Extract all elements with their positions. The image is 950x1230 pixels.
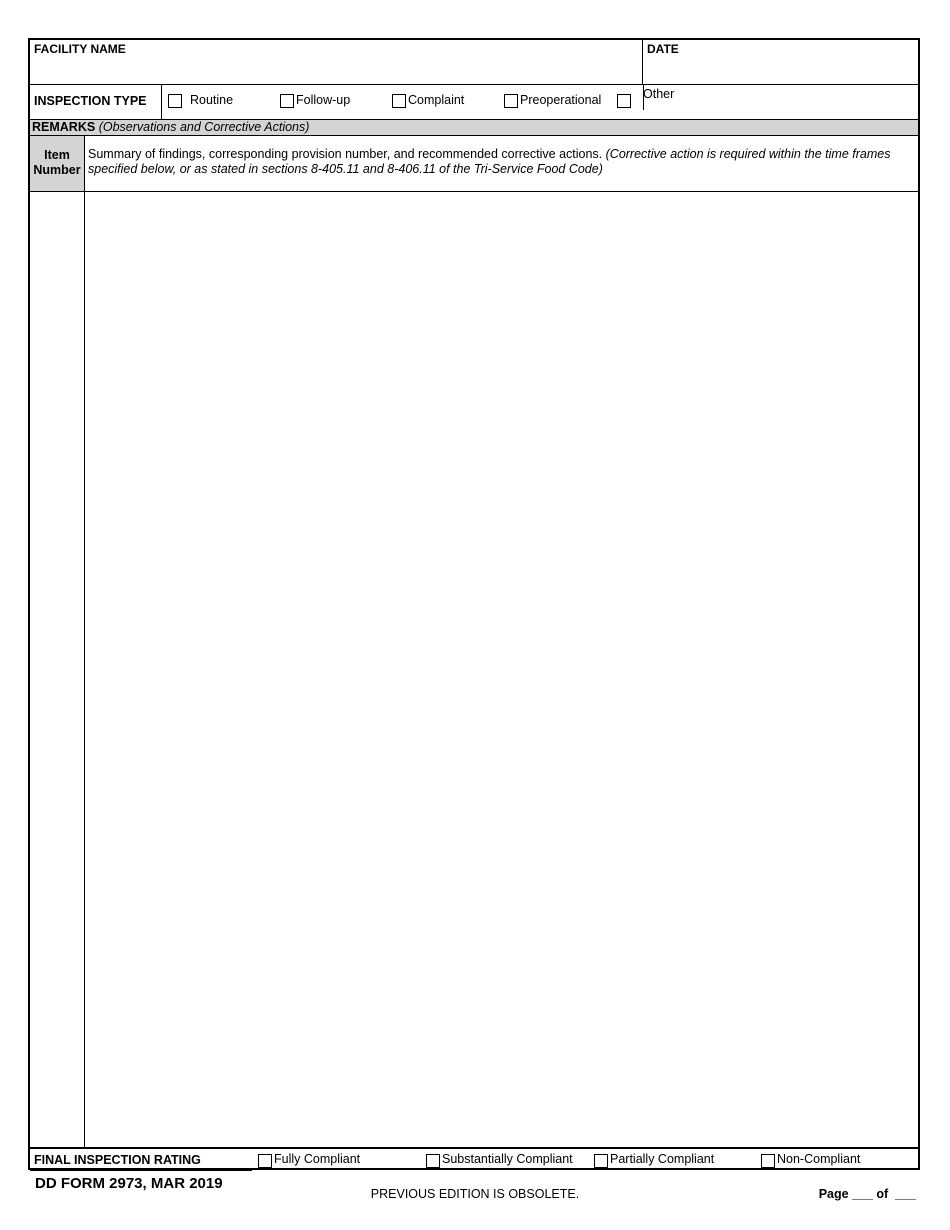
page-number: Page ___ of ___ — [818, 1187, 916, 1201]
obsolete-notice: PREVIOUS EDITION IS OBSOLETE. — [370, 1187, 580, 1201]
date-field[interactable] — [643, 40, 918, 84]
follow-up-option-label: Follow-up — [296, 93, 351, 107]
routine-option-label: Routine — [190, 93, 234, 107]
fully-compliant-checkbox[interactable] — [258, 1154, 272, 1168]
other-checkbox[interactable] — [617, 94, 631, 108]
item-header-line2: Number — [33, 163, 81, 177]
complaint-option-label: Complaint — [408, 93, 465, 107]
item-header-line1: Item — [44, 148, 70, 162]
summary-header-text: Summary of findings, corresponding provision number, and recommended corrective actions. — [88, 147, 606, 161]
final-rating-label: FINAL INSPECTION RATING — [34, 1153, 201, 1167]
inspection-type-label: INSPECTION TYPE — [34, 94, 147, 108]
summary-header-note: (Corrective action is required within the time frames specified below, or as stated in sections 8-405.11 and 8-406.11 of the Tri-Service Food Code) — [88, 147, 891, 176]
summary-header — [88, 147, 910, 177]
non-compliant-label: Non-Compliant — [777, 1152, 861, 1166]
facility-name-label: FACILITY NAME — [34, 42, 126, 56]
remarks-entry-area[interactable] — [30, 192, 918, 1147]
other-option-label: Other — [643, 87, 675, 101]
facility-name-field[interactable] — [30, 40, 643, 84]
fully-compliant-label: Fully Compliant — [274, 1152, 361, 1166]
non-compliant-checkbox[interactable] — [761, 1154, 775, 1168]
routine-checkbox[interactable] — [168, 94, 182, 108]
inspection-type-row — [30, 85, 918, 120]
inspection-form — [28, 38, 920, 1170]
item-number-header — [30, 136, 85, 191]
form-id: DD FORM 2973, MAR 2019 — [35, 1175, 223, 1192]
follow-up-checkbox[interactable] — [280, 94, 294, 108]
header-row — [30, 40, 918, 85]
date-label: DATE — [647, 42, 679, 56]
column-header-row — [30, 136, 918, 192]
item-column-divider — [84, 192, 85, 1147]
partially-compliant-label: Partially Compliant — [610, 1152, 715, 1166]
remarks-label: REMARKS — [32, 120, 96, 134]
final-rating-row — [30, 1147, 918, 1170]
inspection-type-label-cell — [30, 85, 162, 119]
preoperational-checkbox[interactable] — [504, 94, 518, 108]
substantially-compliant-label: Substantially Compliant — [442, 1152, 573, 1166]
substantially-compliant-checkbox[interactable] — [426, 1154, 440, 1168]
remarks-heading-row — [30, 120, 918, 136]
partially-compliant-checkbox[interactable] — [594, 1154, 608, 1168]
complaint-checkbox[interactable] — [392, 94, 406, 108]
preoperational-option-label: Preoperational — [520, 93, 602, 107]
final-rating-underline — [30, 1170, 252, 1171]
remarks-sublabel: (Observations and Corrective Actions) — [98, 120, 310, 134]
